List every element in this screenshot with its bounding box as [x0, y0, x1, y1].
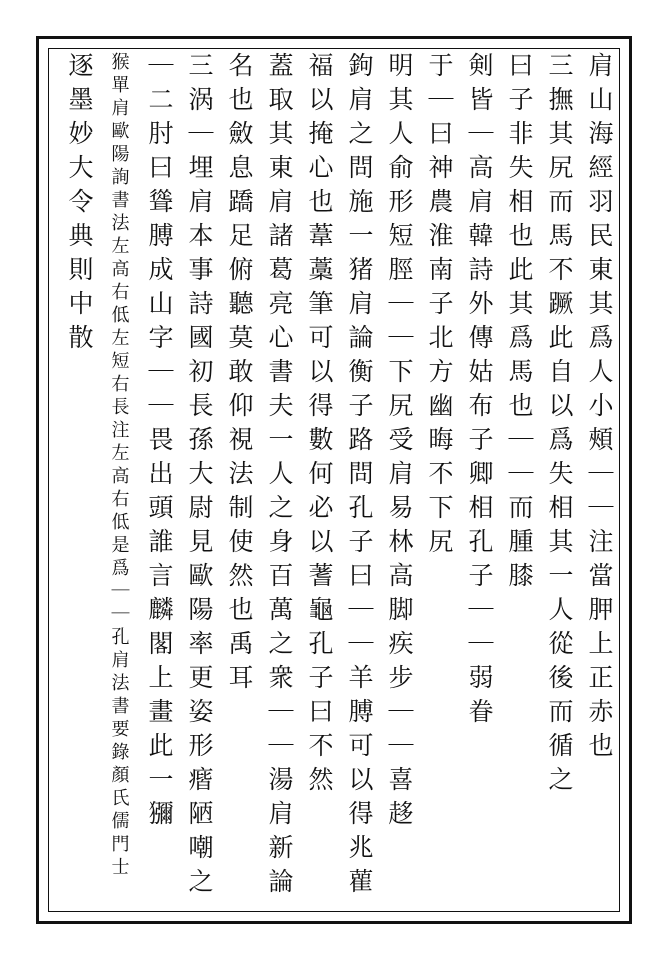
text-column-13 [100, 52, 138, 908]
column-text: 鉤肩之問施一猪肩論衡子路問孔子曰｜｜羊膊可以得兆雚 [345, 52, 374, 902]
text-column-4 [460, 52, 498, 908]
column-text: 明其人俞形短脛｜｜下尻受肩易林高脚疾步｜｜喜趍 [385, 52, 414, 834]
text-column-7 [340, 52, 378, 908]
column-text: ｜二肘曰聳膊成山字｜｜畏出頭誰言麟閣上畫此一獼 [145, 52, 174, 834]
text-column-3 [500, 52, 538, 908]
column-text: 名也斂息蹻足俯聽莫敢仰視法制使然也禹耳 [225, 52, 254, 698]
column-text: 逐墨妙大令典則中散 [65, 52, 94, 358]
text-column-10 [220, 52, 258, 908]
column-text: 福以掩心也葦藁筆可以得數何必以蓍龜孔子曰不然 [305, 52, 334, 800]
column-text: 于｜曰神農淮南子北方幽晦不下尻 [425, 52, 454, 562]
column-text: 肩山海經羽民東其爲人小頰｜｜注當胛上正赤也 [585, 52, 614, 766]
text-column-14 [60, 52, 98, 908]
text-columns [50, 52, 618, 908]
column-text: 曰子非失相也此其爲馬也｜｜而腫膝 [505, 52, 534, 596]
column-text: 蓋取其東肩諸葛亮心書夫一人之身百萬之衆｜｜湯肩新論 [265, 52, 294, 902]
text-column-9 [260, 52, 298, 908]
text-column-8 [300, 52, 338, 908]
text-column-5 [420, 52, 458, 908]
text-column-12 [140, 52, 178, 908]
column-text: 猴單肩歐陽詢書法左高右低左短右長注左高右低是爲｜｜孔肩法書要錄顏氏儒門士 [108, 52, 130, 880]
column-text: 剣皆｜高肩韓詩外傳姑布子卿相孔子｜｜弱眷 [465, 52, 494, 732]
column-text: 三撫其尻而馬不蹶此自以爲失相其一人從後而循之 [545, 52, 574, 800]
text-column-1 [580, 52, 618, 908]
text-column-6 [380, 52, 418, 908]
text-column-11 [180, 52, 218, 908]
text-column-2 [540, 52, 578, 908]
column-text: 三涡｜埋肩本事詩國初長孫大尉見歐陽率更姿形㾬陋嘲之 [185, 52, 214, 902]
